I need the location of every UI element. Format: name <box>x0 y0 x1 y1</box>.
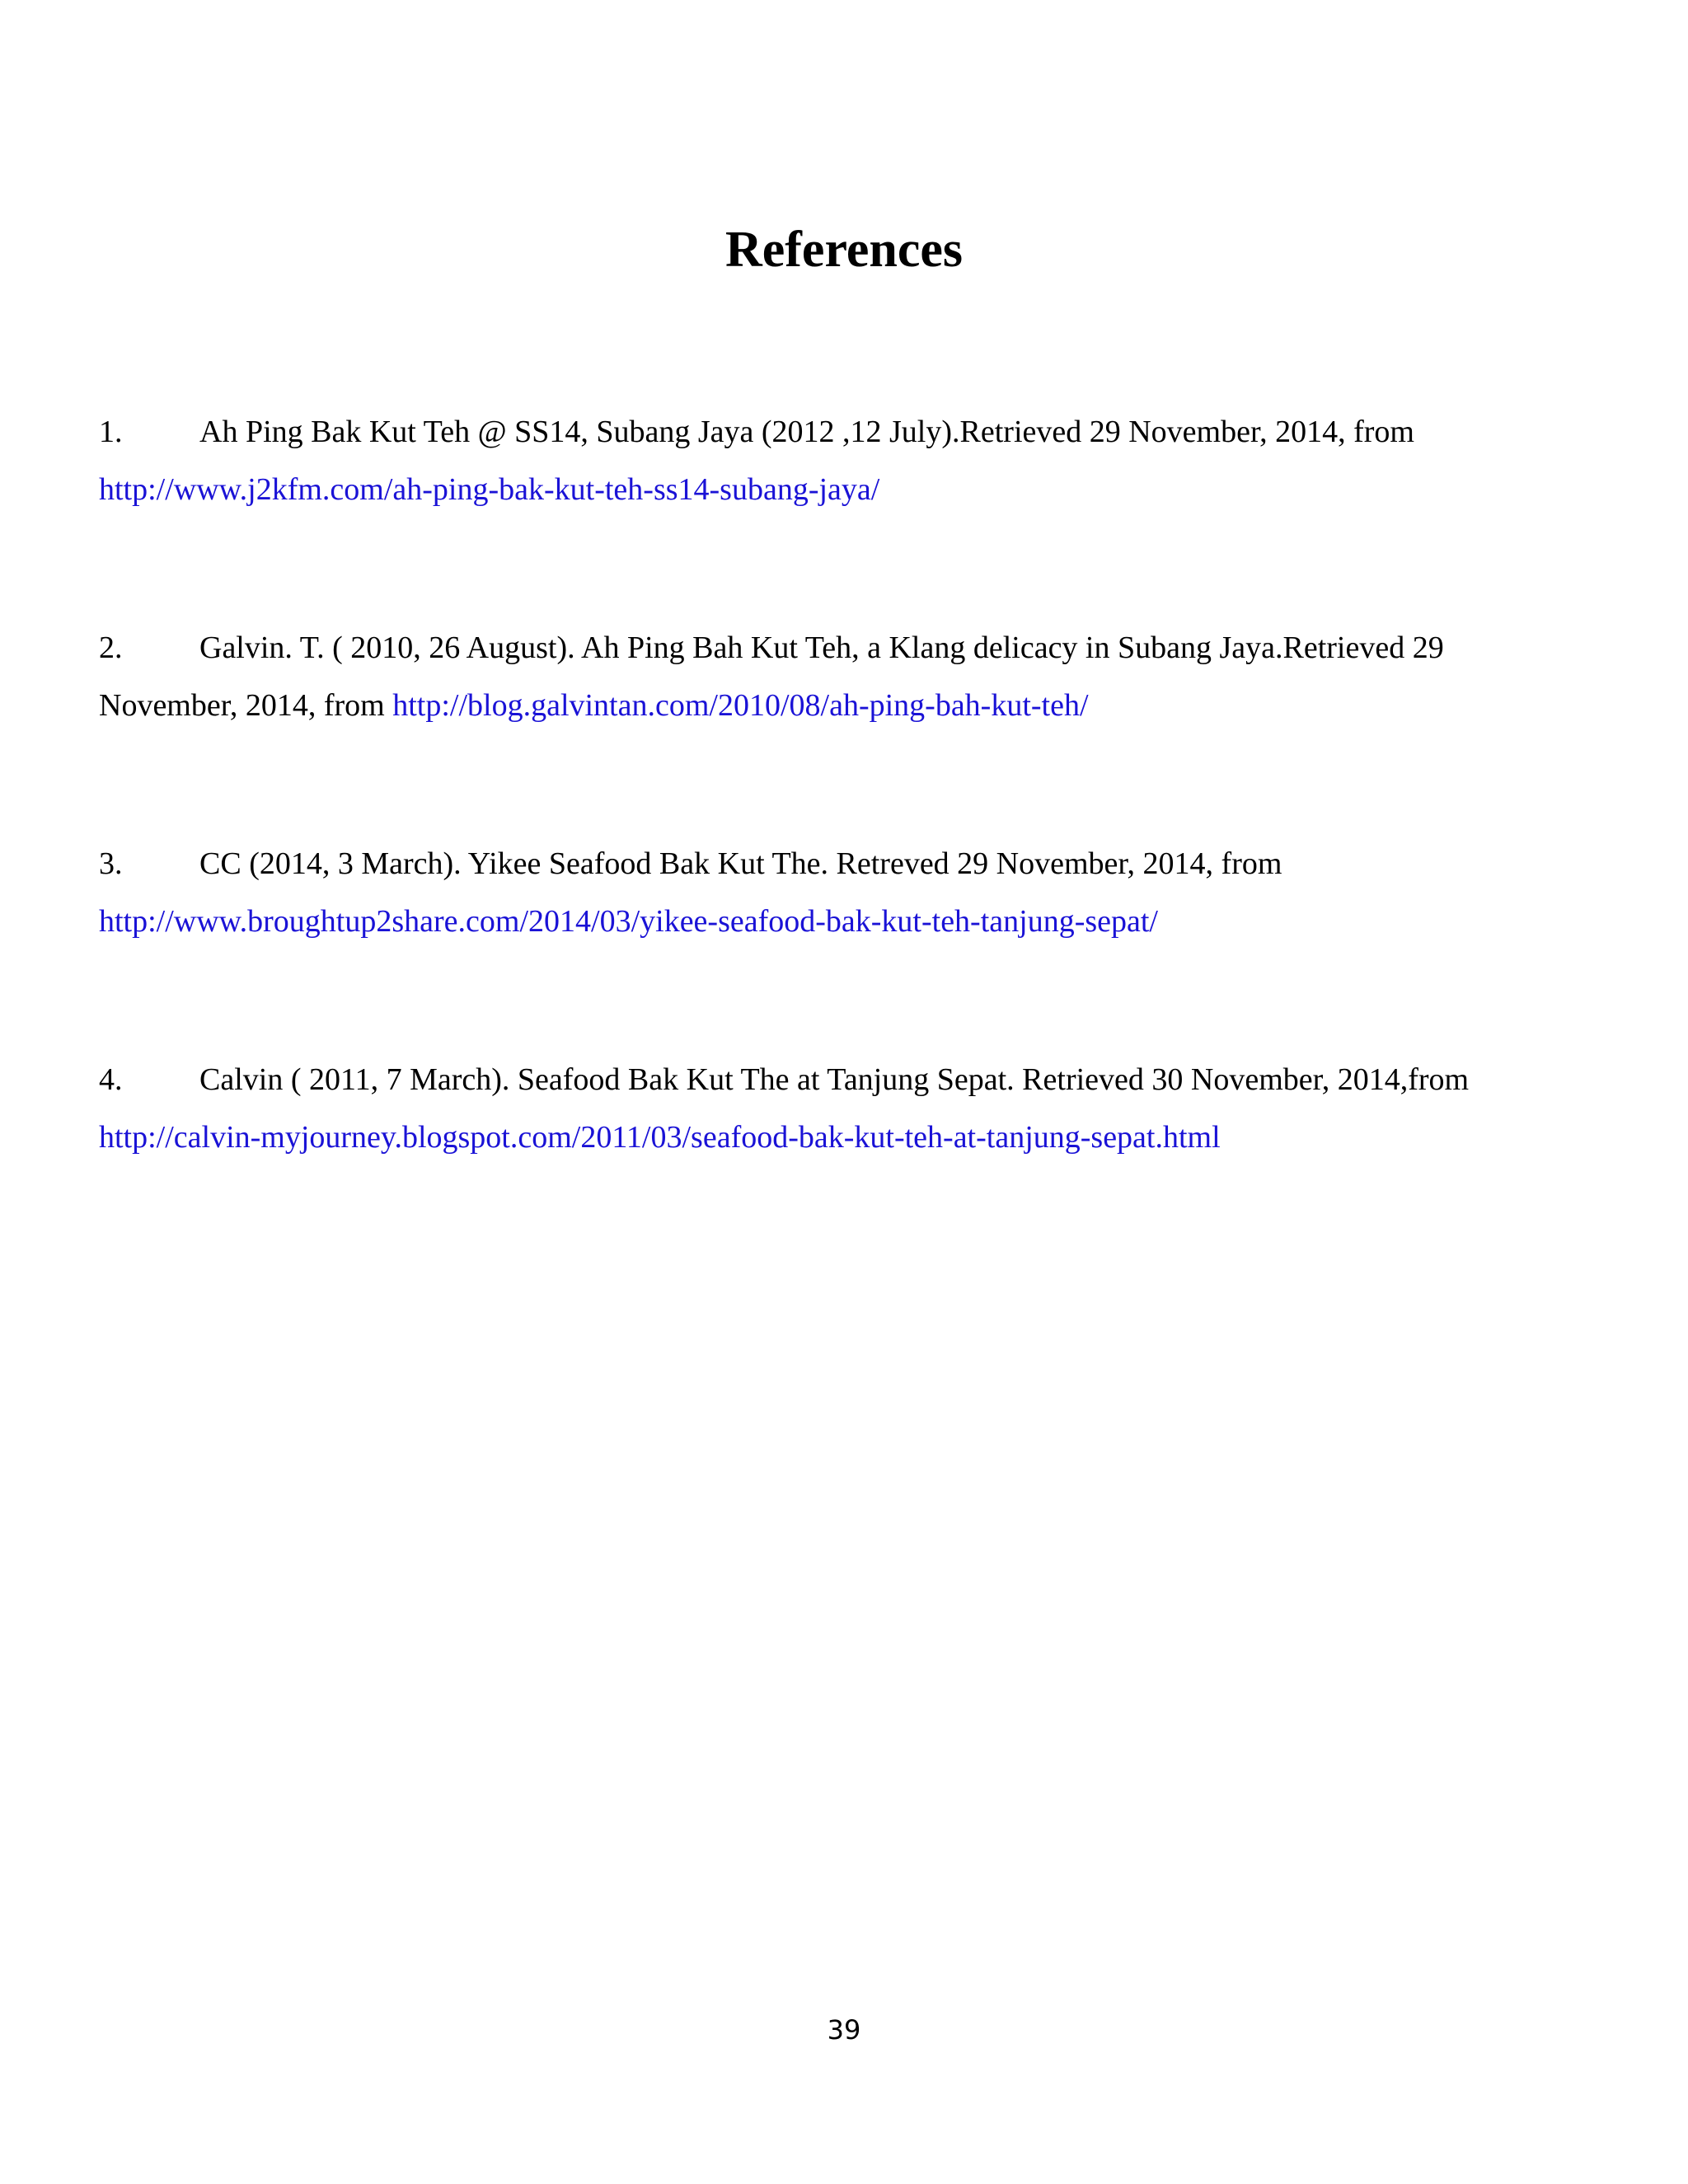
reference-link[interactable]: http://blog.galvintan.com/2010/08/ah-ping-bah-kut-teh/ <box>392 688 1089 723</box>
page-title: References <box>724 222 964 278</box>
reference-item <box>99 619 1550 734</box>
reference-text: Galvin. T. ( 2010, 26 August). Ah Ping Bah Kut Teh, a Klang delicacy in Subang Jaya.Retrieved 29 November, 2014, from <box>99 630 1444 723</box>
reference-number: 4. <box>99 1062 123 1097</box>
reference-text: Ah Ping Bak Kut Teh @ SS14, Subang Jaya (2012 ,12 July).Retrieved 29 November, 2014, from <box>199 415 1414 449</box>
reference-text: CC (2014, 3 March). Yikee Seafood Bak Kut The. Retreved 29 November, 2014, from <box>199 846 1282 881</box>
reference-link[interactable]: http://www.j2kfm.com/ah-ping-bak-kut-teh-ss14-subang-jaya/ <box>99 472 880 507</box>
reference-number: 3. <box>99 846 123 881</box>
page-number: 39 <box>827 2014 861 2046</box>
reference-item <box>99 835 1550 950</box>
reference-item <box>99 403 1550 518</box>
reference-link[interactable]: http://www.broughtup2share.com/2014/03/yikee-seafood-bak-kut-teh-tanjung-sepat/ <box>99 904 1158 939</box>
reference-number: 2. <box>99 630 123 665</box>
reference-number: 1. <box>99 415 123 449</box>
reference-text: Calvin ( 2011, 7 March). Seafood Bak Kut The at Tanjung Sepat. Retrieved 30 November, 2014,from <box>199 1062 1470 1097</box>
reference-item <box>99 1051 1550 1166</box>
reference-link[interactable]: http://calvin-myjourney.blogspot.com/2011/03/seafood-bak-kut-teh-at-tanjung-sepat.html <box>99 1120 1221 1155</box>
